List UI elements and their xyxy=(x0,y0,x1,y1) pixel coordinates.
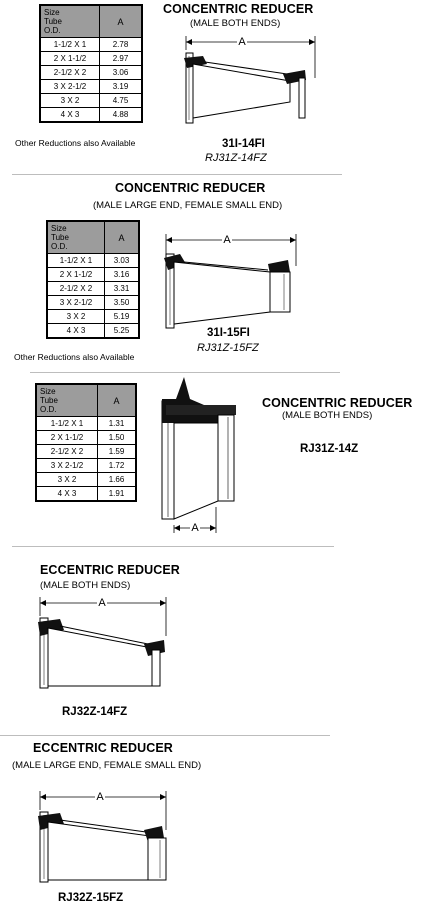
table-row: 2 X 1-1/2 3.16 xyxy=(47,268,139,282)
part-number: RJ32Z-14FZ xyxy=(62,706,128,718)
section-title: CONCENTRIC REDUCER xyxy=(262,396,413,410)
section-subtitle: (MALE BOTH ENDS) xyxy=(190,18,281,29)
part-number: RJ31Z-14Z xyxy=(300,443,359,455)
table-row: 4 X 3 4.88 xyxy=(40,108,142,123)
part-number: 31I-15FI xyxy=(207,327,250,339)
table-row: 1-1/2 X 1 2.78 xyxy=(40,38,142,52)
section-subtitle: (MALE BOTH ENDS) xyxy=(40,580,131,591)
table-row: 2-1/2 X 2 3.06 xyxy=(40,66,142,80)
availability-note: Other Reductions also Available xyxy=(14,352,135,362)
table-row: 4 X 3 1.91 xyxy=(36,487,136,502)
section-divider xyxy=(12,546,334,547)
dimension-table xyxy=(35,383,137,502)
part-number: 31I-14FI xyxy=(222,138,265,150)
size-header: Size Tube O.D. xyxy=(47,221,105,254)
section-subtitle: (MALE BOTH ENDS) xyxy=(282,410,373,421)
size-header: Size Tube O.D. xyxy=(40,5,100,38)
table-row: 2 X 1-1/2 2.97 xyxy=(40,52,142,66)
section-divider xyxy=(0,735,330,736)
eccentric-reducer-drawing xyxy=(30,786,180,886)
table-row: 1-1/2 X 1 1.31 xyxy=(36,417,136,431)
section-divider xyxy=(30,372,340,373)
eccentric-reducer-drawing xyxy=(30,592,180,692)
dimension-table xyxy=(39,4,143,123)
table-row: 1-1/2 X 1 3.03 xyxy=(47,254,139,268)
dimension-label: A xyxy=(96,791,104,803)
table-row: 2-1/2 X 2 1.59 xyxy=(36,445,136,459)
section-subtitle: (MALE LARGE END, FEMALE SMALL END) xyxy=(93,200,283,211)
dimension-label: A xyxy=(98,597,106,609)
section-title: CONCENTRIC REDUCER xyxy=(163,2,314,16)
table-row: 3 X 2 1.66 xyxy=(36,473,136,487)
section-title: ECCENTRIC REDUCER xyxy=(40,563,180,577)
section-title: CONCENTRIC REDUCER xyxy=(115,181,266,195)
concentric-reducer-drawing xyxy=(175,28,325,138)
a-header: A xyxy=(100,5,143,38)
a-header: A xyxy=(105,221,140,254)
concentric-reducer-drawing xyxy=(158,228,308,333)
part-number-alt: RJ31Z-14FZ xyxy=(205,152,267,164)
short-concentric-reducer-drawing xyxy=(156,375,251,535)
dimension-label: A xyxy=(191,522,199,534)
table-row: 2 X 1-1/2 1.50 xyxy=(36,431,136,445)
table-row: 3 X 2-1/2 3.19 xyxy=(40,80,142,94)
table-row: 3 X 2-1/2 1.72 xyxy=(36,459,136,473)
a-header: A xyxy=(98,384,137,417)
table-row: 3 X 2 5.19 xyxy=(47,310,139,324)
table-row: 4 X 3 5.25 xyxy=(47,324,139,339)
part-number: RJ32Z-15FZ xyxy=(58,892,124,904)
section-title: ECCENTRIC REDUCER xyxy=(33,741,173,755)
section-subtitle: (MALE LARGE END, FEMALE SMALL END) xyxy=(12,760,202,771)
dimension-table xyxy=(46,220,140,339)
dimension-label: A xyxy=(238,36,246,48)
size-header: Size Tube O.D. xyxy=(36,384,98,417)
table-row: 3 X 2-1/2 3.50 xyxy=(47,296,139,310)
dimension-label: A xyxy=(223,234,231,246)
availability-note: Other Reductions also Available xyxy=(15,138,136,148)
part-number-alt: RJ31Z-15FZ xyxy=(197,342,259,354)
section-divider xyxy=(12,174,342,175)
table-row: 3 X 2 4.75 xyxy=(40,94,142,108)
table-row: 2-1/2 X 2 3.31 xyxy=(47,282,139,296)
